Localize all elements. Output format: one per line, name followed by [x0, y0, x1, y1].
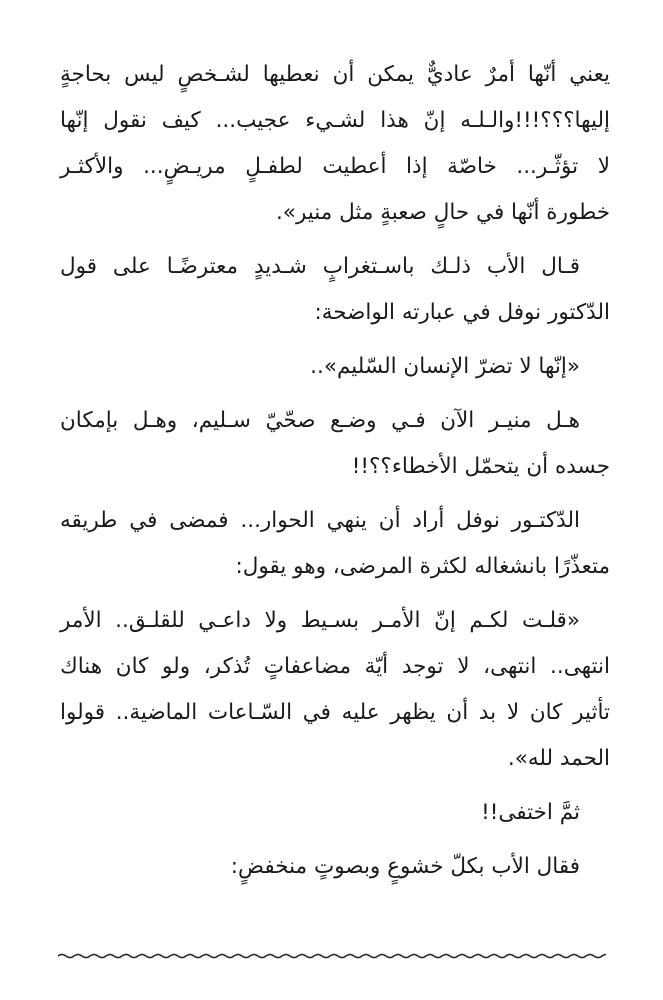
text-line: الدّكتور نوفل في عبارته الواضحة: [314, 300, 610, 325]
text-line: قـال الأب ذلـك باسـتغرابٍ شـديدٍ معترضًـا على قول [60, 254, 580, 279]
paragraph-4 [60, 398, 610, 490]
paragraph-6 [60, 598, 610, 782]
text-line: الدّكتـور نوفل أراد أن ينهي الحوار... فمضى في طريقه [60, 508, 580, 533]
paragraph-8 [60, 844, 610, 890]
text-line: ثمَّ اختفى!! [481, 800, 580, 825]
text-line: فقال الأب بكلّ خشوعٍ وبصوتٍ منخفضٍ: [230, 854, 580, 879]
page-body [60, 52, 610, 890]
text-line: يعني أنّها أمرٌ عاديٌّ يمكن أن نعطيها لشـخصٍ ليس بحاجةٍ [60, 62, 610, 87]
text-line: إليها؟؟؟!!!والـلـه إنّ هذا لشـيء عجيب... كيف نقول إنّها [60, 108, 610, 133]
text-line: خطورة أنّها في حالٍ صعبةٍ مثل منير». [275, 200, 610, 225]
paragraph-7 [60, 790, 610, 836]
paragraph-5 [60, 498, 610, 590]
wavy-divider [58, 949, 606, 963]
text-line: هـل منيـر الآن فـي وضـع صحّيّ سـليم، وهـل بإمكان [60, 408, 580, 433]
text-line: تأثير كان لا بد أن يظهر عليه في السّـاعات الماضية.. قولوا [60, 700, 610, 725]
paragraph-3 [60, 344, 610, 390]
text-line: انتهى.. انتهى، لا توجد أيّة مضاعفاتٍ تُذكر، ولو كان هناك [60, 654, 610, 679]
text-line: جسده أن يتحمّل الأخطاء؟؟!! [351, 454, 610, 479]
text-line: «قلـت لكـم إنّ الأمـر بسـيط ولا داعـي للقلـق.. الأمر [60, 608, 580, 633]
text-line: لا تؤثّـر... خاصّة إذا أعطيت لطفـلٍ مريـضٍ... والأكثـر [60, 154, 610, 179]
paragraph-1 [60, 52, 610, 236]
paragraph-2 [60, 244, 610, 336]
text-line: الحمد لله». [507, 746, 610, 771]
text-line: «إنّها لا تضرّ الإنسان السّليم».. [310, 354, 580, 379]
text-line: متعذّرًا بانشغاله لكثرة المرضى، وهو يقول: [235, 554, 610, 579]
